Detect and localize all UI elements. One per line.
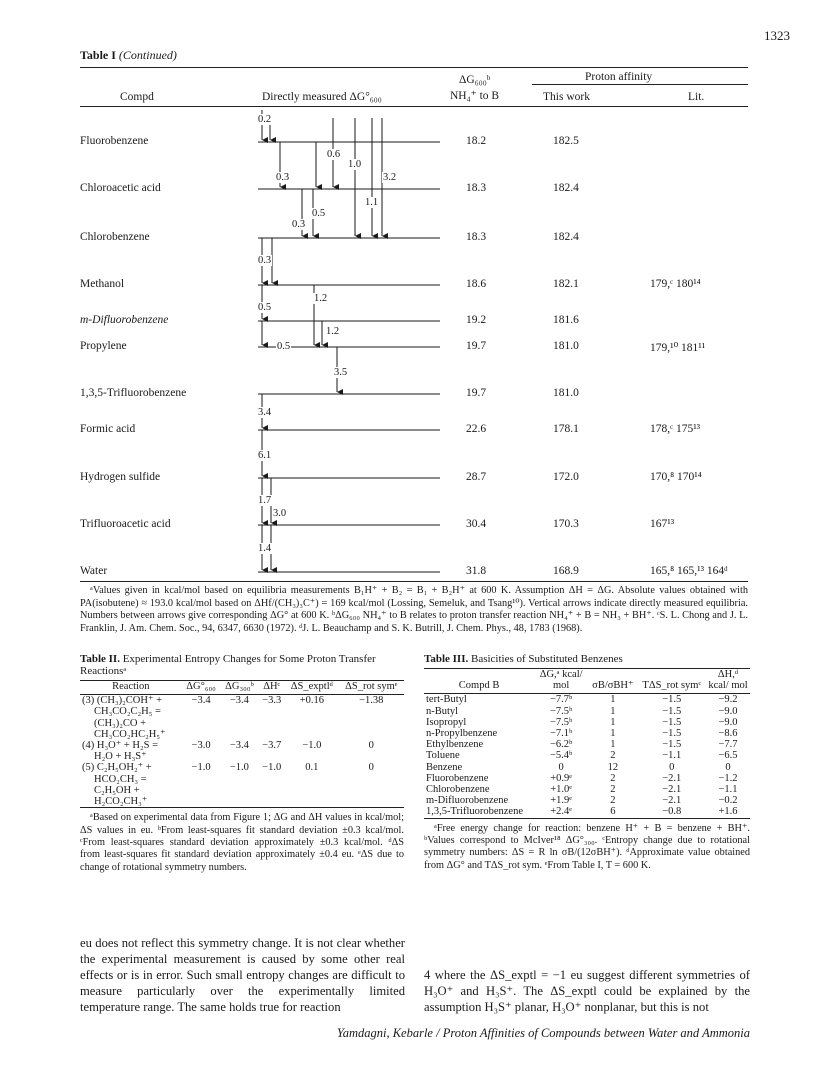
table3-cell: Isopropyl [426,716,467,728]
table3-cell: −7.5ᵇ [549,716,573,728]
table2-header: ΔS_rot symᵉ [345,681,398,692]
table3-cell: −2.1 [662,784,682,796]
table1-pa: 181.6 [553,314,579,326]
table-row [424,773,750,784]
table3-cell: −1.5 [662,694,682,706]
table3-cell: Toluene [426,750,460,762]
table-row [424,717,750,728]
table3-cell: Ethylbenzene [426,739,484,751]
arrow-label: 3.4 [258,407,272,418]
table1-dg: 19.2 [466,314,487,326]
table3-cell: n-Butyl [426,705,459,717]
table2-header: Reaction [112,681,150,692]
table3-header: ΔG,ᵃ kcal/ mol [539,669,583,692]
table3-cell: 2 [610,784,616,796]
table3-cell: −1.5 [662,716,682,728]
table1-pa: 182.5 [553,135,579,147]
table1-dg: 18.3 [466,231,487,243]
table3-cell: −9.0 [718,705,738,717]
table3-cell: +0.9ᵉ [550,772,572,784]
arrow-label: 1.4 [258,543,272,554]
table3-cell: +2.4ᵉ [550,806,572,818]
table1-pa: 182.4 [553,182,579,194]
table3-cell: 1,3,5-Trifluorobenzene [426,806,524,818]
table1-dg: 31.8 [466,565,487,577]
table3-cell: 2 [610,750,616,762]
table3-cell: −0.8 [662,806,682,818]
table1-row-name: 1,3,5-Trifluorobenzene [80,387,187,399]
table3-cell: 12 [607,761,619,773]
table3-cell: +1.6 [718,806,738,818]
table3-cell: −5.4ᵇ [549,750,573,762]
header-direct: Directly measured ΔG°₆₀₀ [262,91,382,103]
table1-dg: 19.7 [466,340,487,352]
body-text-left: eu does not reflect this symmetry change. It is not clear whether the experimental measurement is caused by some other real effects or is in error. Such small entropy changes are difficult to measure particularly over the experimentally limited temperature range. The same holds true for reaction [80,936,405,1014]
table1-row-name: Propylene [80,340,127,352]
table3-cell: −1.1 [718,784,738,796]
table-row [424,739,750,750]
table2-header: ΔS_exptlᵈ [290,681,333,692]
arrow-label: 0.3 [292,219,306,230]
table3-cell: −1.1 [662,750,682,762]
arrow-label: 1.2 [314,293,328,304]
table2-caption: Table II. Experimental Entropy Changes for Some Proton Transfer Reactionsᵃ [80,653,376,677]
table3-footnote: ᵃFree energy change for reaction: benzene H⁺ + B = benzene + BH⁺. ᵇValues correspond to McIver¹⁸ ΔG°₃₀₀. ᶜEntropy change due to rotational symmetry numbers: ΔS = R ln σB/(12σBH⁺). ᵈApproximate value obtained from ΔG° and TΔS_rot sym. ᵉFrom Table I, T = 600 K. [424,822,750,871]
table1-dg: 19.7 [466,387,487,399]
table3-header: Compd B [458,680,500,692]
table3-cell: −9.0 [718,716,738,728]
table3-cell: −7.5ᵇ [549,705,573,717]
table-row: (3) (CH₃)₂COH⁺ + CH₃CO₂C₂H₅ = (CH₃)₂CO + CH₃CO₂HC₂H₅⁺ −3.4 −3.4 −3.3 +0.16 −1.38 [82,695,384,740]
table1-row-name: m-Difluorobenzene [80,314,169,326]
table-row [424,806,750,818]
table2-header: ΔG°₆₀₀ [186,681,216,692]
table1-row-name: Chlorobenzene [80,231,150,243]
table3-cell: −2.1 [662,795,682,807]
table1-pa: 178.1 [553,423,579,435]
table1-footnote: ᵃValues given in kcal/mol based on equilibria measurements B₁H⁺ + B₂ = B₁ + B₂H⁺ at 600 K. Assumption ΔH = ΔG. Absolute values obtained with PA(isobutene) ≈ 193.0 kcal/mol based on ΔHf/(CH₃)₃C⁺) = 169 kcal/mol (Lossing, Semeluk, and Tsang¹⁰). Vertical arrows indicate directly measured equilibria. Numbers between arrows give corresponding ΔG° at 600 K. ᵇΔG₆₀₀ NH₄⁺ to B relates to proton transfer reaction NH₄⁺ + B = NH₃ + BH⁺. ᶜS. L. Chong and J. L. Franklin, J. Am. Chem. Soc., 94, 6347, 6630 (1972). ᵈJ. L. Beauchamp and S. K. Butrill, J. Chem. Phys., 48, 1783 (1968). [80,585,748,634]
table1-pa: 182.1 [553,278,579,290]
table-row [424,784,750,795]
table3-cell: −0.2 [718,795,738,807]
header-compd: Compd [120,91,154,103]
table3-cell: −6.5 [718,750,738,762]
header-dg-line2: NH₄⁺ to B [450,90,500,102]
arrow-label: 3.2 [383,172,397,183]
table1-lit: 179,ᶜ 180¹⁴ [650,278,701,290]
header-this-work: This work [543,91,590,103]
table3-header: ΔH,ᵈ kcal/ mol [708,669,748,692]
arrow-label: 3.0 [273,508,287,519]
table1-pa: 181.0 [553,387,579,399]
table1-lit: 170,⁸ 170¹⁴ [650,471,702,483]
arrow-label: 0.5 [277,341,291,352]
table-row: (5) C₂H₅OH₂⁺ + HCO₂CH₃ = C₂H₅OH + H₂CO₂CH₃⁺ −1.0 −1.0 −1.0 0.1 0 [82,762,374,808]
arrow-label: 1.1 [365,197,379,208]
table-row [424,762,750,773]
table1-pa: 170.3 [553,518,579,530]
table3-cell: tert-Butyl [426,694,467,706]
table3-cell: −6.2ᵇ [549,739,573,751]
table3-cell: −1.5 [662,739,682,751]
table-row [424,706,750,717]
table1-row-name: Formic acid [80,423,136,435]
table3-caption: Table III. Basicities of Substituted Benzenes [424,653,623,665]
arrow-label: 6.1 [258,450,272,461]
table1-dg: 30.4 [466,518,487,530]
arrow-label: 1.2 [326,326,340,337]
table1-dg: 18.2 [466,135,487,147]
table3-cell: 1 [610,739,616,751]
table1-lit: 179,¹⁰ 181¹¹ [650,342,706,354]
table3-cell: −1.2 [718,772,738,784]
table3-cell: Chlorobenzene [426,784,490,796]
table3-cell: −9.2 [718,694,738,706]
table-row [424,728,750,739]
table1-dg: 18.6 [466,278,487,290]
table3-cell: 1 [610,694,616,706]
arrow-label: 0.5 [312,208,326,219]
table1-pa: 182.4 [553,231,579,243]
header-lit: Lit. [688,91,705,103]
arrow-label: 1.7 [258,495,272,506]
table3-cell: −7.1ᵇ [549,728,573,740]
table1-row-name: Fluorobenzene [80,135,149,147]
table3-header: σB/σBH⁺ [592,680,634,692]
arrow-label: 0.2 [258,114,272,125]
table1-dg: 22.6 [466,423,487,435]
table3-cell: 2 [610,795,616,807]
table2-header: ΔHᶜ [263,681,281,692]
table1-lit: 167¹³ [650,518,675,530]
table3-cell: 0 [558,761,564,773]
table1-lit: 165,⁸ 165,¹³ 164ᵈ [650,565,728,577]
arrow-label: 0.5 [258,302,272,313]
table-row: (4) H₃O⁺ + H₂S = H₂O + H₃S⁺ −3.0 −3.4 −3.7 −1.0 0 [82,740,374,763]
arrow-label: 3.5 [334,367,348,378]
table1-row-name: Trifluoroacetic acid [80,518,171,530]
table1-dg: 18.3 [466,182,487,194]
table1-bottom-rule [80,581,748,582]
table3-cell: 0 [669,761,675,773]
table1-pa: 181.0 [553,340,579,352]
table1-row-name: Hydrogen sulfide [80,471,161,483]
table3-cell: +1.9ᵉ [550,795,572,807]
table1-row-name: Water [80,565,108,577]
table3-cell: 6 [610,806,616,818]
table3-cell: 0 [725,761,731,773]
table1-lit: 178,ᶜ 175¹³ [650,423,701,435]
table3-cell: −2.1 [662,772,682,784]
table3-cell: n-Propylbenzene [426,728,498,740]
table3-cell: 1 [610,705,616,717]
table3-cell: 1 [610,728,616,740]
arrow-label: 0.6 [327,149,341,160]
table3-cell: −1.5 [662,705,682,717]
table-row [424,795,750,806]
table3-cell: −1.5 [662,728,682,740]
table3-header: TΔS_rot symᶜ [642,680,702,692]
table3-cell: −7.7 [718,739,738,751]
table2 [80,653,404,874]
table1-caption: Table I (Continued) [80,48,177,62]
table2-header: ΔG₃₀₀ᵇ [225,681,254,692]
arrow-label: 0.3 [276,172,290,183]
table3-cell: −8.6 [718,728,738,740]
arrow-label: 1.0 [348,159,362,170]
table1-row-name: Chloroacetic acid [80,182,161,194]
table-row [424,750,750,761]
table-row [424,694,750,706]
body-text-right: 4 where the ΔS_exptl = −1 eu suggest different symmetries of H₃O⁺ and H₃S⁺. The ΔS_exptl could be explained by the assumption H₃S⁺ planar, H₃O⁺ nonplanar, but this is not [424,968,750,1014]
page-number: 1323 [764,28,790,43]
header-proton-affinity: Proton affinity [585,71,653,83]
table3-cell: 1 [610,716,616,728]
table3-cell: m-Difluorobenzene [426,795,509,807]
table1-pa: 172.0 [553,471,579,483]
table1-dg: 28.7 [466,471,487,483]
table1-row-name: Methanol [80,278,125,290]
table2-footnote: ᵃBased on experimental data from Figure 1; ΔG and ΔH values in kcal/mol; ΔS values in eu. ᵇFrom least-squares fit standard deviation ±0.3 kcal/mol. ᶜFrom least-squares standard deviation approximately ±0.3 kcal/mol. ᵈΔS from least-squares fit standard deviation approximately ±0.4 eu. ᵉΔS due to change of rotational symmetry numbers. [80,812,404,873]
table3-cell: Fluorobenzene [426,772,489,784]
table3 [424,653,750,872]
table3-cell: 2 [610,772,616,784]
table3-cell: +1.0ᵉ [550,784,572,796]
table3-cell: Benzene [426,761,463,773]
table1-pa: 168.9 [553,565,579,577]
table3-cell: −7.7ᵇ [549,694,573,706]
arrow-label: 0.3 [258,255,272,266]
running-footer: Yamdagni, Kebarle / Proton Affinities of Compounds between Water and Ammonia [336,1026,750,1040]
header-dg-line1: ΔG₆₀₀ᵇ [459,74,491,86]
